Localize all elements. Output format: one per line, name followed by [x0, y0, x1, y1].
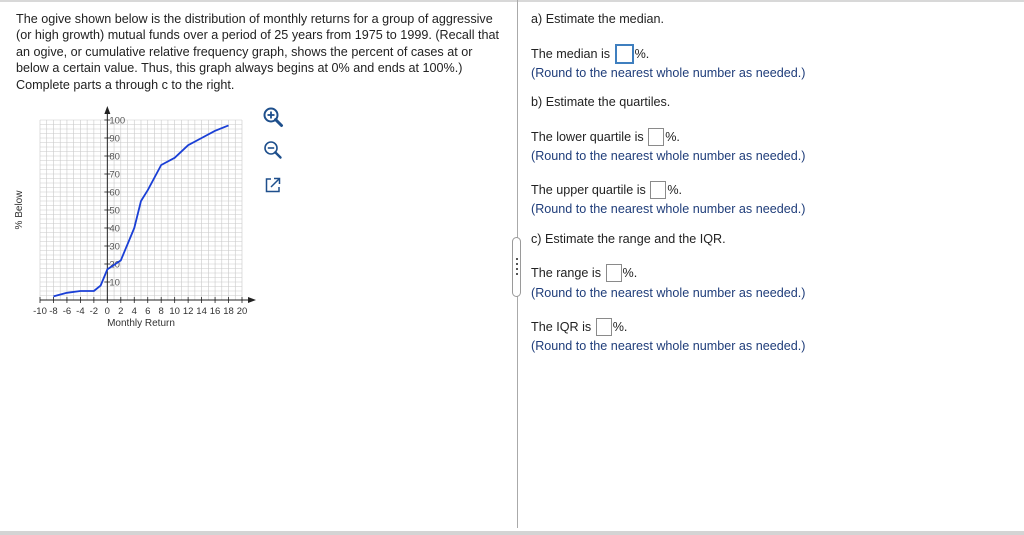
problem-statement: The ogive shown below is the distribution of monthly returns for a group of aggressive (or high growth) mutual funds over a period of 25 years from 1975 to 1999. (Recall that an ogive, or cumulative relative frequency graph, shows the percent of cases at or below a certain value. Thus, this graph always begins at 0% and ends at 100%.) Complete parts a through c to the right. — [16, 12, 500, 92]
grip-dot — [516, 273, 518, 275]
y-axis-title: % Below — [14, 190, 25, 230]
zoom-in-icon[interactable] — [262, 106, 284, 128]
range-suffix: %. — [622, 266, 638, 280]
part-c-heading: c) Estimate the range and the IQR. — [531, 232, 726, 246]
range-hint: (Round to the nearest whole number as needed.) — [531, 286, 806, 300]
iqr-prefix: The IQR is — [531, 320, 592, 334]
y-tick-label: 30 — [109, 241, 120, 253]
y-tick-label: 80 — [109, 151, 120, 163]
part-b-heading: b) Estimate the quartiles. — [531, 95, 671, 109]
lower-quartile-answer-box[interactable] — [648, 128, 664, 146]
answer-pane — [531, 0, 1011, 531]
x-tick-label: 12 — [182, 306, 194, 317]
zoom-out-icon[interactable] — [262, 139, 284, 161]
range-line — [531, 264, 637, 282]
median-line — [531, 44, 649, 64]
y-tick-label: 40 — [109, 223, 120, 235]
y-tick-label: 60 — [109, 187, 120, 199]
median-suffix: %. — [634, 47, 650, 61]
part-a-heading: a) Estimate the median. — [531, 12, 664, 26]
x-tick-label: 6 — [145, 306, 151, 317]
x-tick-label: -6 — [62, 306, 72, 317]
y-tick-label: 10 — [109, 277, 120, 289]
x-tick-label: 8 — [158, 306, 164, 317]
iqr-hint: (Round to the nearest whole number as needed.) — [531, 339, 806, 353]
iqr-line — [531, 318, 627, 336]
grip-dot — [516, 263, 518, 265]
lower-quartile-suffix: %. — [665, 130, 680, 144]
x-tick-label: 20 — [236, 306, 248, 317]
x-tick-label: 2 — [118, 306, 124, 317]
x-tick-label: -4 — [76, 306, 85, 317]
grip-dot — [516, 268, 518, 270]
x-tick-label: 0 — [104, 306, 110, 317]
x-tick-label: 14 — [196, 306, 207, 317]
x-tick-label: -8 — [49, 306, 58, 317]
upper-quartile-prefix: The upper quartile is — [531, 183, 646, 197]
upper-quartile-hint: (Round to the nearest whole number as needed.) — [531, 202, 806, 216]
lower-quartile-prefix: The lower quartile is — [531, 130, 644, 144]
range-prefix: The range is — [531, 266, 602, 280]
upper-quartile-suffix: %. — [667, 183, 683, 197]
x-tick-label: 16 — [209, 306, 221, 317]
pane-resize-handle[interactable] — [512, 237, 521, 297]
y-tick-label: 50 — [109, 205, 120, 217]
lower-quartile-line — [531, 128, 680, 146]
x-tick-label: 10 — [169, 306, 180, 317]
y-axis-arrow — [104, 106, 110, 114]
y-tick-label: 70 — [109, 169, 120, 181]
x-tick-label: -2 — [89, 306, 99, 317]
upper-quartile-answer-box[interactable] — [650, 181, 666, 199]
median-hint: (Round to the nearest whole number as needed.) — [531, 66, 806, 80]
range-answer-box[interactable] — [606, 264, 622, 282]
bottom-scrollbar — [0, 531, 1024, 535]
median-prefix: The median is — [531, 47, 611, 61]
y-tick-label: 100 — [109, 115, 126, 127]
iqr-answer-box[interactable] — [596, 318, 612, 336]
y-tick-label: 20 — [109, 259, 120, 271]
x-tick-label: 4 — [131, 306, 137, 317]
grip-dot — [516, 258, 518, 260]
x-axis-title: Monthly Return — [107, 318, 175, 329]
iqr-suffix: %. — [612, 320, 628, 334]
external-link-icon[interactable] — [262, 174, 284, 196]
median-answer-box[interactable] — [615, 44, 634, 64]
x-axis-arrow — [248, 297, 256, 303]
upper-quartile-line — [531, 181, 682, 199]
x-tick-label: -10 — [33, 306, 47, 317]
lower-quartile-hint: (Round to the nearest whole number as needed.) — [531, 149, 806, 163]
x-tick-label: 18 — [223, 306, 234, 317]
y-tick-label: 90 — [109, 133, 120, 145]
ogive-chart — [10, 100, 260, 340]
